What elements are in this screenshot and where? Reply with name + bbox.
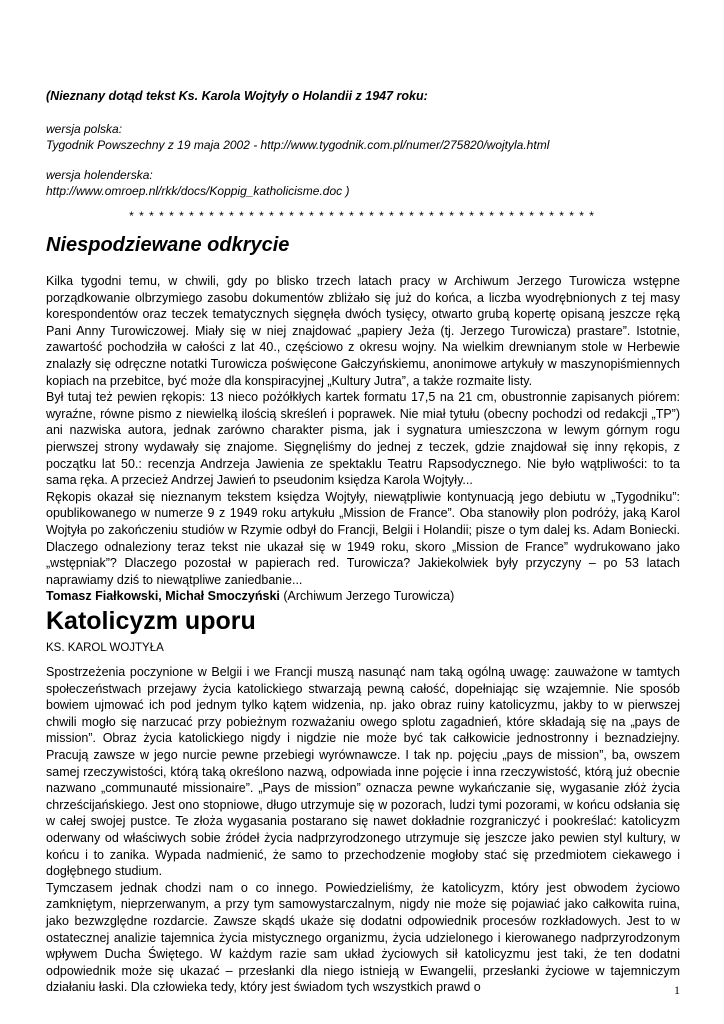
dutch-version-info — [46, 167, 686, 199]
page-number: 1 — [674, 983, 680, 997]
polish-version-info — [46, 121, 686, 153]
article-title: Katolicyzm uporu — [46, 607, 256, 635]
paragraph: Spostrzeżenia poczynione w Belgii i we Francji muszą nasunąć nam taką ogólną uwagę: zauważone w tamtych społeczeństwach przejawy życia katolickiego stwarzają pewną całość, dopełniając się wzajemnie. Nie sposób bowiem ujmować ich pod jednym tylko kątem widzenia, np. jako obraz ruiny katolicyzmu, jakby to w pierwszej chwili mogło się narzucać przy pobieżnym rozważaniu owego splotu zagadnień, które składają się na „pays de mission”. Obraz życia katolickiego nigdy i nigdzie nie może być tak całkowicie jednostronny i beznadziejny. Pracują zawsze w jego nurcie pewne przebiegi wyrównawcze. I tak np. pojęciu „pays de mission”, ba, owszem samej rzeczywistości, którą taką określono nazwą, odpowiada inne pojęcie i inna rzeczywistość, którą już obecnie nazwano „communauté missionaire”. „Pays de mission” oznacza pewne wykańczanie się, wygasanie złóż życia chrześcijańskiego. Jest ono stopniowe, długo utrzymuje się w pozorach, ludzi tymi pozorami, w końcu odsłania się w całej swojej pustce. Te złoża wygasania postarano się nawet dokładnie rozgraniczyć i pookreślać: katolicyzm oderwany od właściwych sobie źródeł życia nadprzyrodzonego utrzymuje się jeszcze jako pewien styl kultury, w końcu i to zanika. Wypada nadmienić, że samo to przechodzenie mogłoby stać się przedmiotem ciekawego i dogłębnego studium. — [46, 665, 680, 879]
dutch-version-source: http://www.omroep.nl/rkk/docs/Koppig_katholicisme.doc ) — [46, 184, 350, 198]
paragraph: Był tutaj też pewien rękopis: 13 nieco pożółkłych kartek formatu 17,5 na 21 cm, obustronnie zapisanych piórem: wyraźne, równe pismo z niewielką ilością skreśleń i poprawek. Nie miał tytułu (obecny pochodzi od redakcji „TP”) ani nazwiska autora, jednak zarówno charakter pisma, jak i sygnatura umieszczona w lewym górnym rogu pierwszej strony wydawały się znajome. Sięgnęliśmy do jednej z teczek, gdzie znajdował się inny rękopis, z początku lat 50.: recenzja Andrzeja Jawienia ze spektaklu Teatru Rapsodycznego. Nie było wątpliwości: to ta sama ręka. A przecież Andrzej Jawień to pseudonim księdza Karola Wojtyły... — [46, 390, 680, 488]
dutch-version-label: wersja holenderska: — [46, 168, 153, 182]
signature-names: Tomasz Fiałkowski, Michał Smoczyński — [46, 589, 280, 604]
signature — [46, 588, 680, 605]
separator-stars: * * * * * * * * * * * * * * * * * * * * * * * * * * * * * * * * * * * * * * * * * * * * * * * — [129, 209, 595, 223]
intro-title: (Nieznany dotąd tekst Ks. Karola Wojtyły o Holandii z 1947 roku: — [46, 89, 428, 103]
polish-version-label: wersja polska: — [46, 122, 123, 136]
paragraph: Kilka tygodni temu, w chwili, gdy po blisko trzech latach pracy w Archiwum Jerzego Turowicza wstępne porządkowanie olbrzymiego zasobu dokumentów zbliżało się już do końca, a liczba wyodrębnionych z tej masy korespondentów oraz teczek tematycznych sięgnęła dwóch tysięcy, otwarto grubą kopertę opisaną jeszcze ręką Pani Anny Turowiczowej. Miały się w niej znajdować „papiery Jeża (tj. Jerzego Turowicza) prastare”. Istotnie, zawartość pochodziła w całości z lat 40., częściowo z okresu wojny. Na wielkim drewnianym stole w Herbewie znalazły się odręczne notatki Turowicza poświęcone Gałczyńskiemu, anonimowe artykuły w maszynopiśmiennych kopiach na przebitce, być może dla konspiracyjnej „Kultury Jutra”, a także rozmaite listy. — [46, 274, 680, 388]
paragraph: Tymczasem jednak chodzi nam o co innego. Powiedzieliśmy, że katolicyzm, który jest obwodem życiowo zamkniętym, nieprzerwanym, a przy tym samowystarczalnym, nigdy nie może się pojawiać jako całkowita ruina, jako bezwzględne rozdarcie. Zawsze skądś ukaże się dodatni odpowiednik procesów rozkładowych. Jest to w ostatecznej analizie tajemnica życia mistycznego organizmu, życia udzielonego i kierowanego nadprzyrodzonym wpływem Ducha Świętego. W każdym razie sam układ życiowych sił katolicyzmu jest taki, że ten dodatni odpowiednik może się ukazać – przesłanki dla niego istnieją w Ewangelii, przesłanki życiowe w tajemniczym działaniu łaski. Dla człowieka tedy, który jest świadom tych wszystkich prawd o — [46, 880, 680, 995]
article-body — [46, 664, 680, 996]
paragraph: Rękopis okazał się nieznanym tekstem księdza Wojtyły, niewątpliwie kontynuacją jego debiutu w „Tygodniku”: opublikowanego w numerze 9 z 1949 roku artykułu „Mission de France”. Oba stanowiły plon podróży, jaką Karol Wojtyła po zakończeniu studiów w Rzymie odbył do Francji, Belgii i Holandii; pisze o tym dalej ks. Adam Boniecki. Dlaczego odnaleziony teraz tekst nie ukazał się w 1949 roku, skoro „Mission de France” wydrukowano jako „wstępniak”? Dlaczego pozostał w papierach red. Turowicza? Jakiekolwiek były przyczyny – po 53 latach naprawiamy dziś to niewątpliwe zaniedbanie... — [46, 489, 680, 587]
polish-version-source: Tygodnik Powszechny z 19 maja 2002 - http://www.tygodnik.com.pl/numer/275820/wojtyla.html — [46, 138, 550, 152]
section-heading-odkrycie: Niespodziewane odkrycie — [46, 234, 290, 256]
signature-affiliation: (Archiwum Jerzego Turowicza) — [279, 589, 455, 604]
article-author: KS. KAROL WOJTYŁA — [46, 642, 164, 654]
section-body-odkrycie — [46, 273, 680, 605]
